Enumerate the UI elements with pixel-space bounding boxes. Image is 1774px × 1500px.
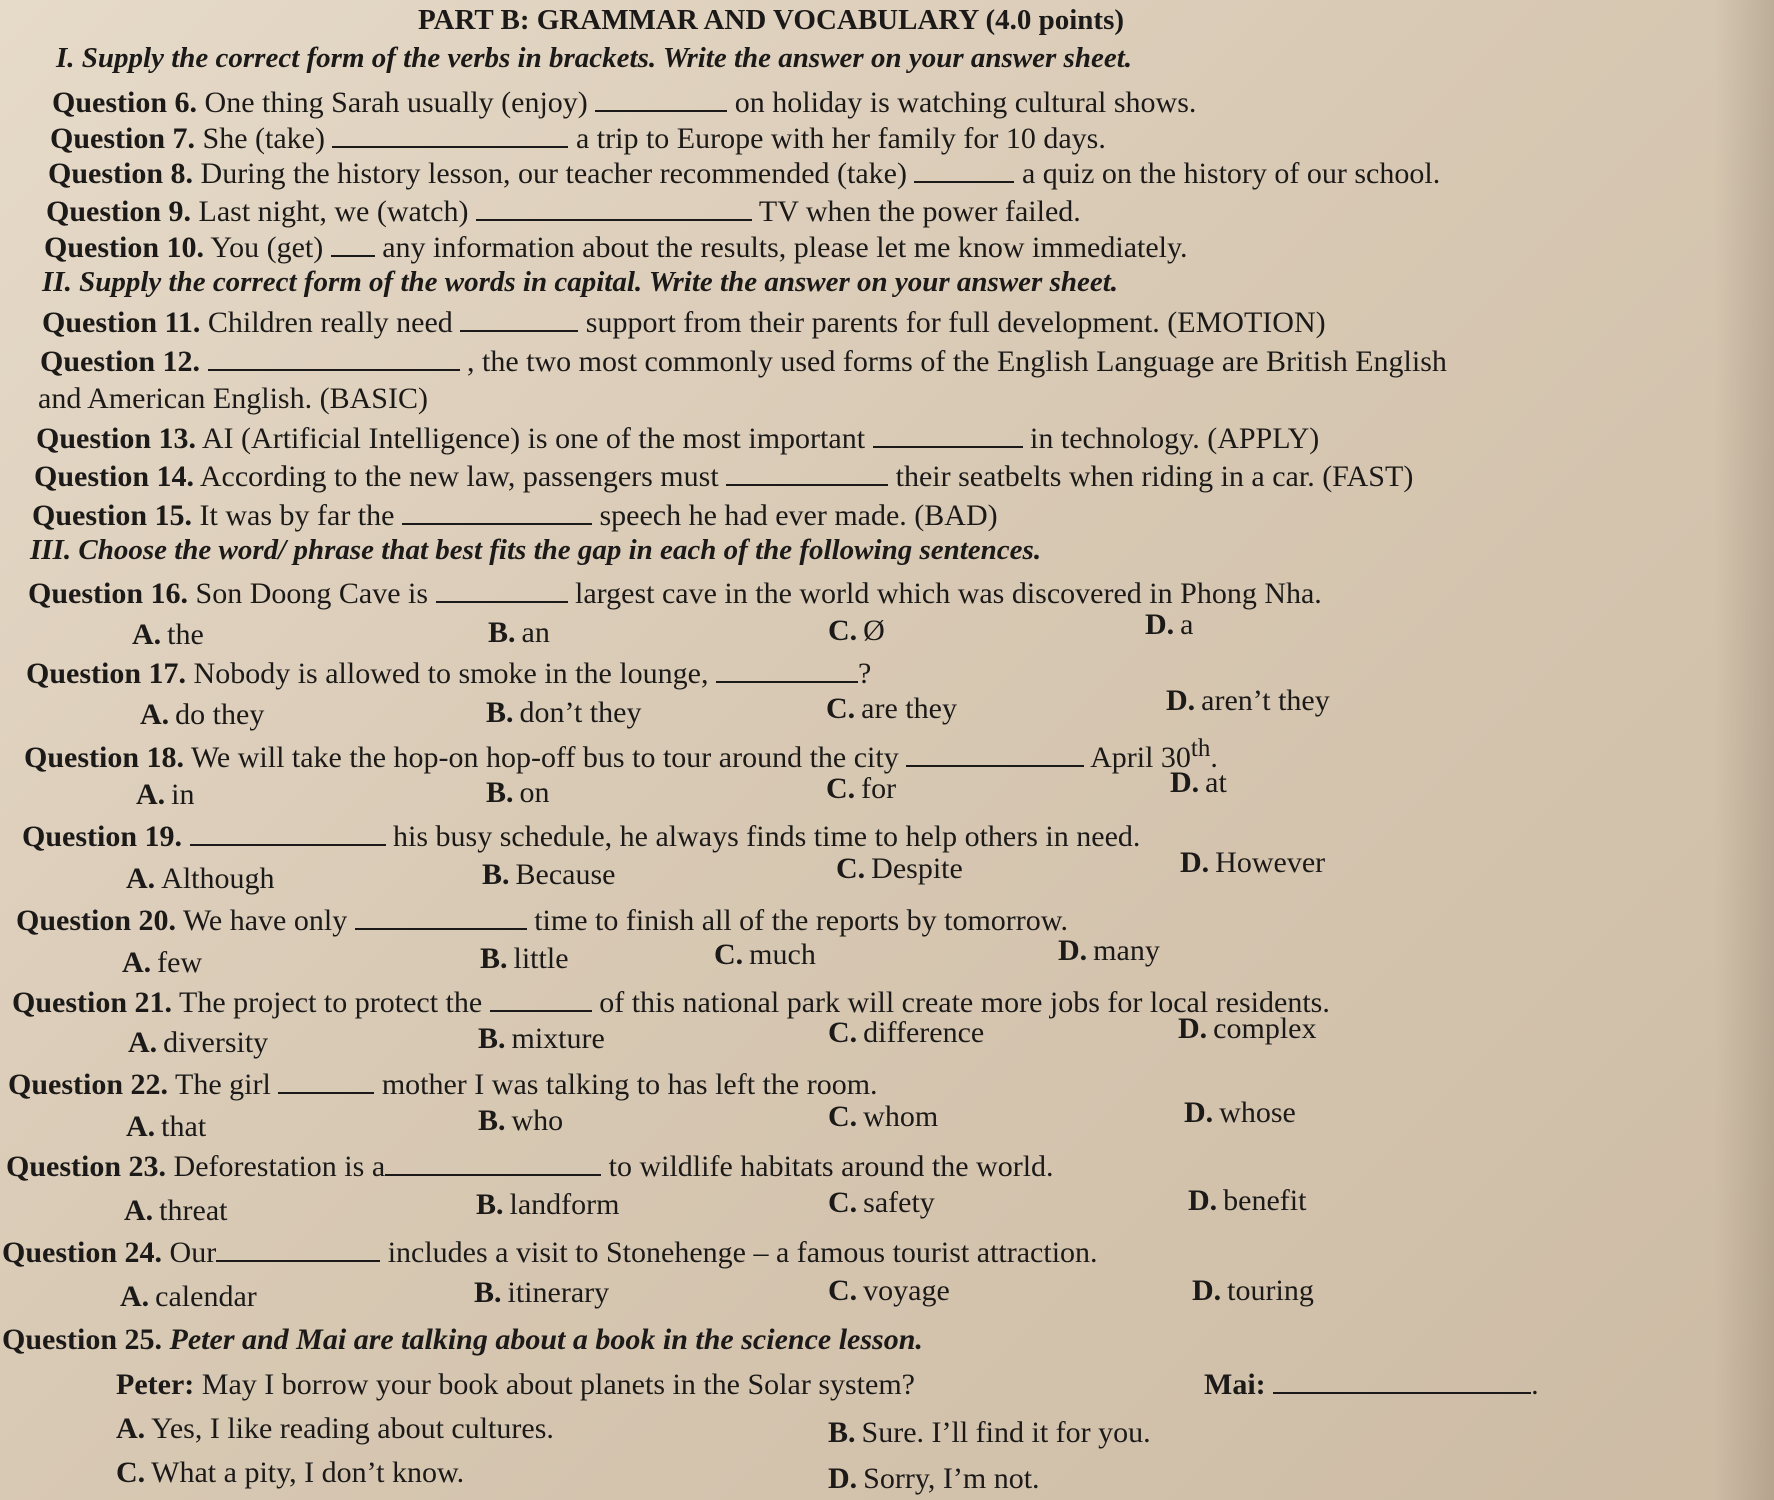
question-text: a quiz on the history of our school. — [1021, 157, 1441, 190]
question-15 — [32, 497, 998, 534]
option-a[interactable]: A. calendar — [120, 1280, 257, 1313]
option-c[interactable]: C. much — [714, 938, 816, 971]
option-a[interactable]: A. Although — [126, 862, 275, 895]
dialogue-peter — [116, 1368, 915, 1403]
question-text: The project to protect the — [179, 986, 483, 1019]
option-d[interactable]: D. aren’t they — [1166, 684, 1330, 717]
question-24 — [2, 1234, 1098, 1271]
option-b[interactable]: B. Because — [482, 858, 616, 891]
option-c[interactable]: C. voyage — [828, 1274, 950, 1307]
option-d[interactable]: D. Sorry, I’m not. — [828, 1462, 1040, 1495]
question-text: Son Doong Cave is — [195, 577, 429, 610]
question-number: Question 18. — [24, 741, 185, 774]
question-text: their seatbelts when riding in a car. (FAST) — [895, 460, 1414, 493]
question-number: Question 6. — [52, 86, 198, 119]
option-b[interactable]: B. on — [486, 776, 550, 809]
option-a[interactable]: A. diversity — [128, 1026, 269, 1059]
answer-blank[interactable] — [331, 229, 375, 257]
question-number: Question 7. — [50, 122, 196, 155]
question-number: Question 22. — [8, 1068, 169, 1101]
question-number: Question 10. — [44, 231, 205, 264]
answer-blank[interactable] — [914, 155, 1014, 183]
question-20 — [16, 902, 1068, 939]
question-text: speech he had ever made. (BAD) — [599, 499, 998, 532]
option-b[interactable]: B. who — [478, 1104, 564, 1137]
page-shadow — [1714, 0, 1774, 1500]
question-text: The girl — [175, 1068, 271, 1101]
question-text: of this national park will create more jobs for local residents. — [599, 986, 1330, 1019]
question-text: on holiday is watching cultural shows. — [734, 86, 1197, 119]
speaker-peter: Peter: — [116, 1368, 195, 1401]
question-8 — [48, 155, 1440, 192]
option-c[interactable]: C. are they — [826, 692, 957, 725]
option-a[interactable]: A. threat — [124, 1194, 228, 1227]
question-text: TV when the power failed. — [758, 195, 1081, 228]
question-number: Question 13. — [36, 422, 197, 455]
option-d[interactable]: D. many — [1058, 934, 1160, 967]
question-text: Deforestation is a — [173, 1150, 386, 1183]
question-text: Nobody is allowed to smoke in the lounge, — [193, 657, 709, 690]
question-13 — [36, 420, 1319, 457]
question-19 — [22, 818, 1140, 855]
question-7 — [50, 120, 1106, 157]
question-number: Question 19. — [22, 820, 183, 853]
question-text: support from their parents for full development. (EMOTION) — [585, 306, 1326, 339]
question-number: Question 23. — [6, 1150, 167, 1183]
option-b[interactable]: B. landform — [476, 1188, 620, 1221]
question-6 — [52, 84, 1196, 121]
question-text: According to the new law, passengers must — [199, 460, 719, 493]
option-a[interactable]: A. the — [132, 618, 204, 651]
option-d[interactable]: D. touring — [1192, 1274, 1314, 1307]
option-c[interactable]: C. safety — [828, 1186, 935, 1219]
answer-blank[interactable] — [476, 193, 752, 221]
option-c[interactable]: C. What a pity, I don’t know. — [116, 1456, 465, 1489]
option-b[interactable]: B. Sure. I’ll find it for you. — [828, 1416, 1151, 1449]
question-text: We will take the hop-on hop-off bus to tour around the city — [191, 741, 899, 774]
question-text: his busy schedule, he always finds time to help others in need. — [393, 820, 1141, 853]
option-a[interactable]: A. that — [126, 1110, 207, 1143]
question-number: Question 12. — [40, 345, 201, 378]
question-18: Question 18. We will take the hop-on hop-off bus to tour around the city April 30th. — [24, 735, 1218, 774]
answer-blank[interactable] — [460, 304, 578, 332]
answer-blank[interactable] — [216, 1234, 380, 1262]
question-text: any information about the results, please let me know immediately. — [382, 231, 1188, 264]
question-number: Question 24. — [2, 1236, 163, 1269]
option-d[interactable]: D. at — [1170, 766, 1227, 799]
question-number: Question 11. — [42, 306, 201, 339]
question-text: time to finish all of the reports by tomorrow. — [534, 904, 1068, 937]
question-text: largest cave in the world which was discovered in Phong Nha. — [575, 577, 1322, 610]
question-text: and American English. (BASIC) — [38, 382, 428, 415]
question-23 — [6, 1148, 1054, 1185]
speaker-mai: Mai: — [1204, 1368, 1266, 1401]
answer-blank[interactable] — [402, 497, 592, 525]
question-12 — [40, 343, 1447, 380]
option-a[interactable]: A. Yes, I like reading about cultures. — [116, 1412, 554, 1445]
option-d[interactable]: D. whose — [1184, 1096, 1296, 1129]
question-text: in technology. (APPLY) — [1030, 422, 1320, 455]
question-text: She (take) — [202, 122, 325, 155]
ordinal-suffix: th — [1190, 735, 1211, 762]
question-number: Question 21. — [12, 986, 173, 1019]
section-1-heading: I. Supply the correct form of the verbs in brackets. Write the answer on your answer sheet. — [56, 42, 1133, 74]
answer-blank[interactable] — [906, 739, 1084, 767]
question-9 — [46, 193, 1081, 230]
option-b[interactable]: B. don’t they — [486, 696, 642, 729]
answer-blank[interactable] — [278, 1066, 374, 1094]
question-text: Children really need — [207, 306, 453, 339]
question-text: One thing Sarah usually (enjoy) — [204, 86, 588, 119]
question-10 — [44, 229, 1188, 266]
option-c[interactable]: C. whom — [828, 1100, 939, 1133]
question-text: mother I was talking to has left the room. — [381, 1068, 878, 1101]
option-b[interactable]: B. mixture — [478, 1022, 605, 1055]
option-c[interactable]: C. difference — [828, 1016, 985, 1049]
question-text: We have only — [183, 904, 348, 937]
question-14 — [34, 458, 1413, 495]
dialogue-text: May I borrow your book about planets in the Solar system? — [201, 1368, 915, 1401]
question-text: to wildlife habitats around the world. — [608, 1150, 1054, 1183]
answer-blank[interactable] — [190, 818, 386, 846]
question-number: Question 16. — [28, 577, 189, 610]
question-text: During the history lesson, our teacher recommended (take) — [200, 157, 907, 190]
question-mark: ? — [857, 657, 872, 690]
section-2-heading: II. Supply the correct form of the words in capital. Write the answer on your answer sheet. — [42, 266, 1119, 298]
answer-blank[interactable] — [716, 655, 858, 683]
answer-blank[interactable] — [208, 343, 460, 371]
question-11 — [42, 304, 1326, 341]
question-16 — [28, 575, 1322, 612]
option-b[interactable]: B. an — [488, 616, 550, 649]
answer-blank[interactable] — [436, 575, 568, 603]
part-title: PART B: GRAMMAR AND VOCABULARY (4.0 points) — [418, 4, 1125, 36]
answer-blank[interactable] — [595, 84, 727, 112]
section-3-heading: III. Choose the word/ phrase that best fits the gap in each of the following sentences. — [30, 534, 1042, 566]
option-d[interactable]: D. benefit — [1188, 1184, 1307, 1217]
question-text: includes a visit to Stonehenge – a famous tourist attraction. — [387, 1236, 1098, 1269]
answer-blank[interactable] — [1273, 1366, 1531, 1394]
question-text: Our — [169, 1236, 217, 1269]
answer-blank[interactable] — [355, 902, 527, 930]
question-17 — [26, 655, 871, 692]
option-a[interactable]: A. do they — [140, 698, 265, 731]
question-22 — [8, 1066, 878, 1103]
option-a[interactable]: A. few — [122, 946, 203, 979]
question-number: Question 25. — [2, 1323, 163, 1356]
question-text: AI (Artificial Intelligence) is one of the most important — [201, 422, 866, 455]
answer-blank[interactable] — [726, 458, 888, 486]
option-c[interactable]: C. for — [826, 772, 897, 805]
answer-blank[interactable] — [385, 1148, 601, 1176]
answer-blank[interactable] — [490, 984, 592, 1012]
answer-blank[interactable] — [332, 120, 568, 148]
option-c[interactable]: C. Ø — [828, 614, 885, 647]
question-text: You (get) — [210, 231, 324, 264]
option-c[interactable]: C. Despite — [836, 852, 963, 885]
question-text: , the two most commonly used forms of the English Language are British English — [467, 345, 1447, 378]
question-number: Question 17. — [26, 657, 187, 690]
dialogue-mai: Mai: . — [1204, 1368, 1539, 1401]
question-12-continued — [38, 382, 428, 417]
question-text: Last night, we (watch) — [198, 195, 469, 228]
question-number: Question 9. — [46, 195, 192, 228]
question-number: Question 14. — [34, 460, 195, 493]
option-d[interactable]: D. a — [1145, 608, 1194, 641]
option-d[interactable]: D. complex — [1178, 1012, 1317, 1045]
question-text: April 30 — [1090, 741, 1191, 774]
question-number: Question 20. — [16, 904, 177, 937]
question-number: Question 15. — [32, 499, 193, 532]
question-number: Question 8. — [48, 157, 194, 190]
question-text: It was by far the — [199, 499, 395, 532]
question-prompt: Peter and Mai are talking about a book in the science lesson. — [169, 1323, 923, 1356]
question-text: a trip to Europe with her family for 10 days. — [575, 122, 1106, 155]
option-b[interactable]: B. little — [480, 942, 569, 975]
answer-blank[interactable] — [873, 420, 1023, 448]
option-b[interactable]: B. itinerary — [474, 1276, 610, 1309]
question-25 — [2, 1323, 923, 1357]
option-a[interactable]: A. in — [136, 778, 195, 811]
option-d[interactable]: D. However — [1180, 846, 1326, 879]
question-21 — [12, 984, 1330, 1021]
